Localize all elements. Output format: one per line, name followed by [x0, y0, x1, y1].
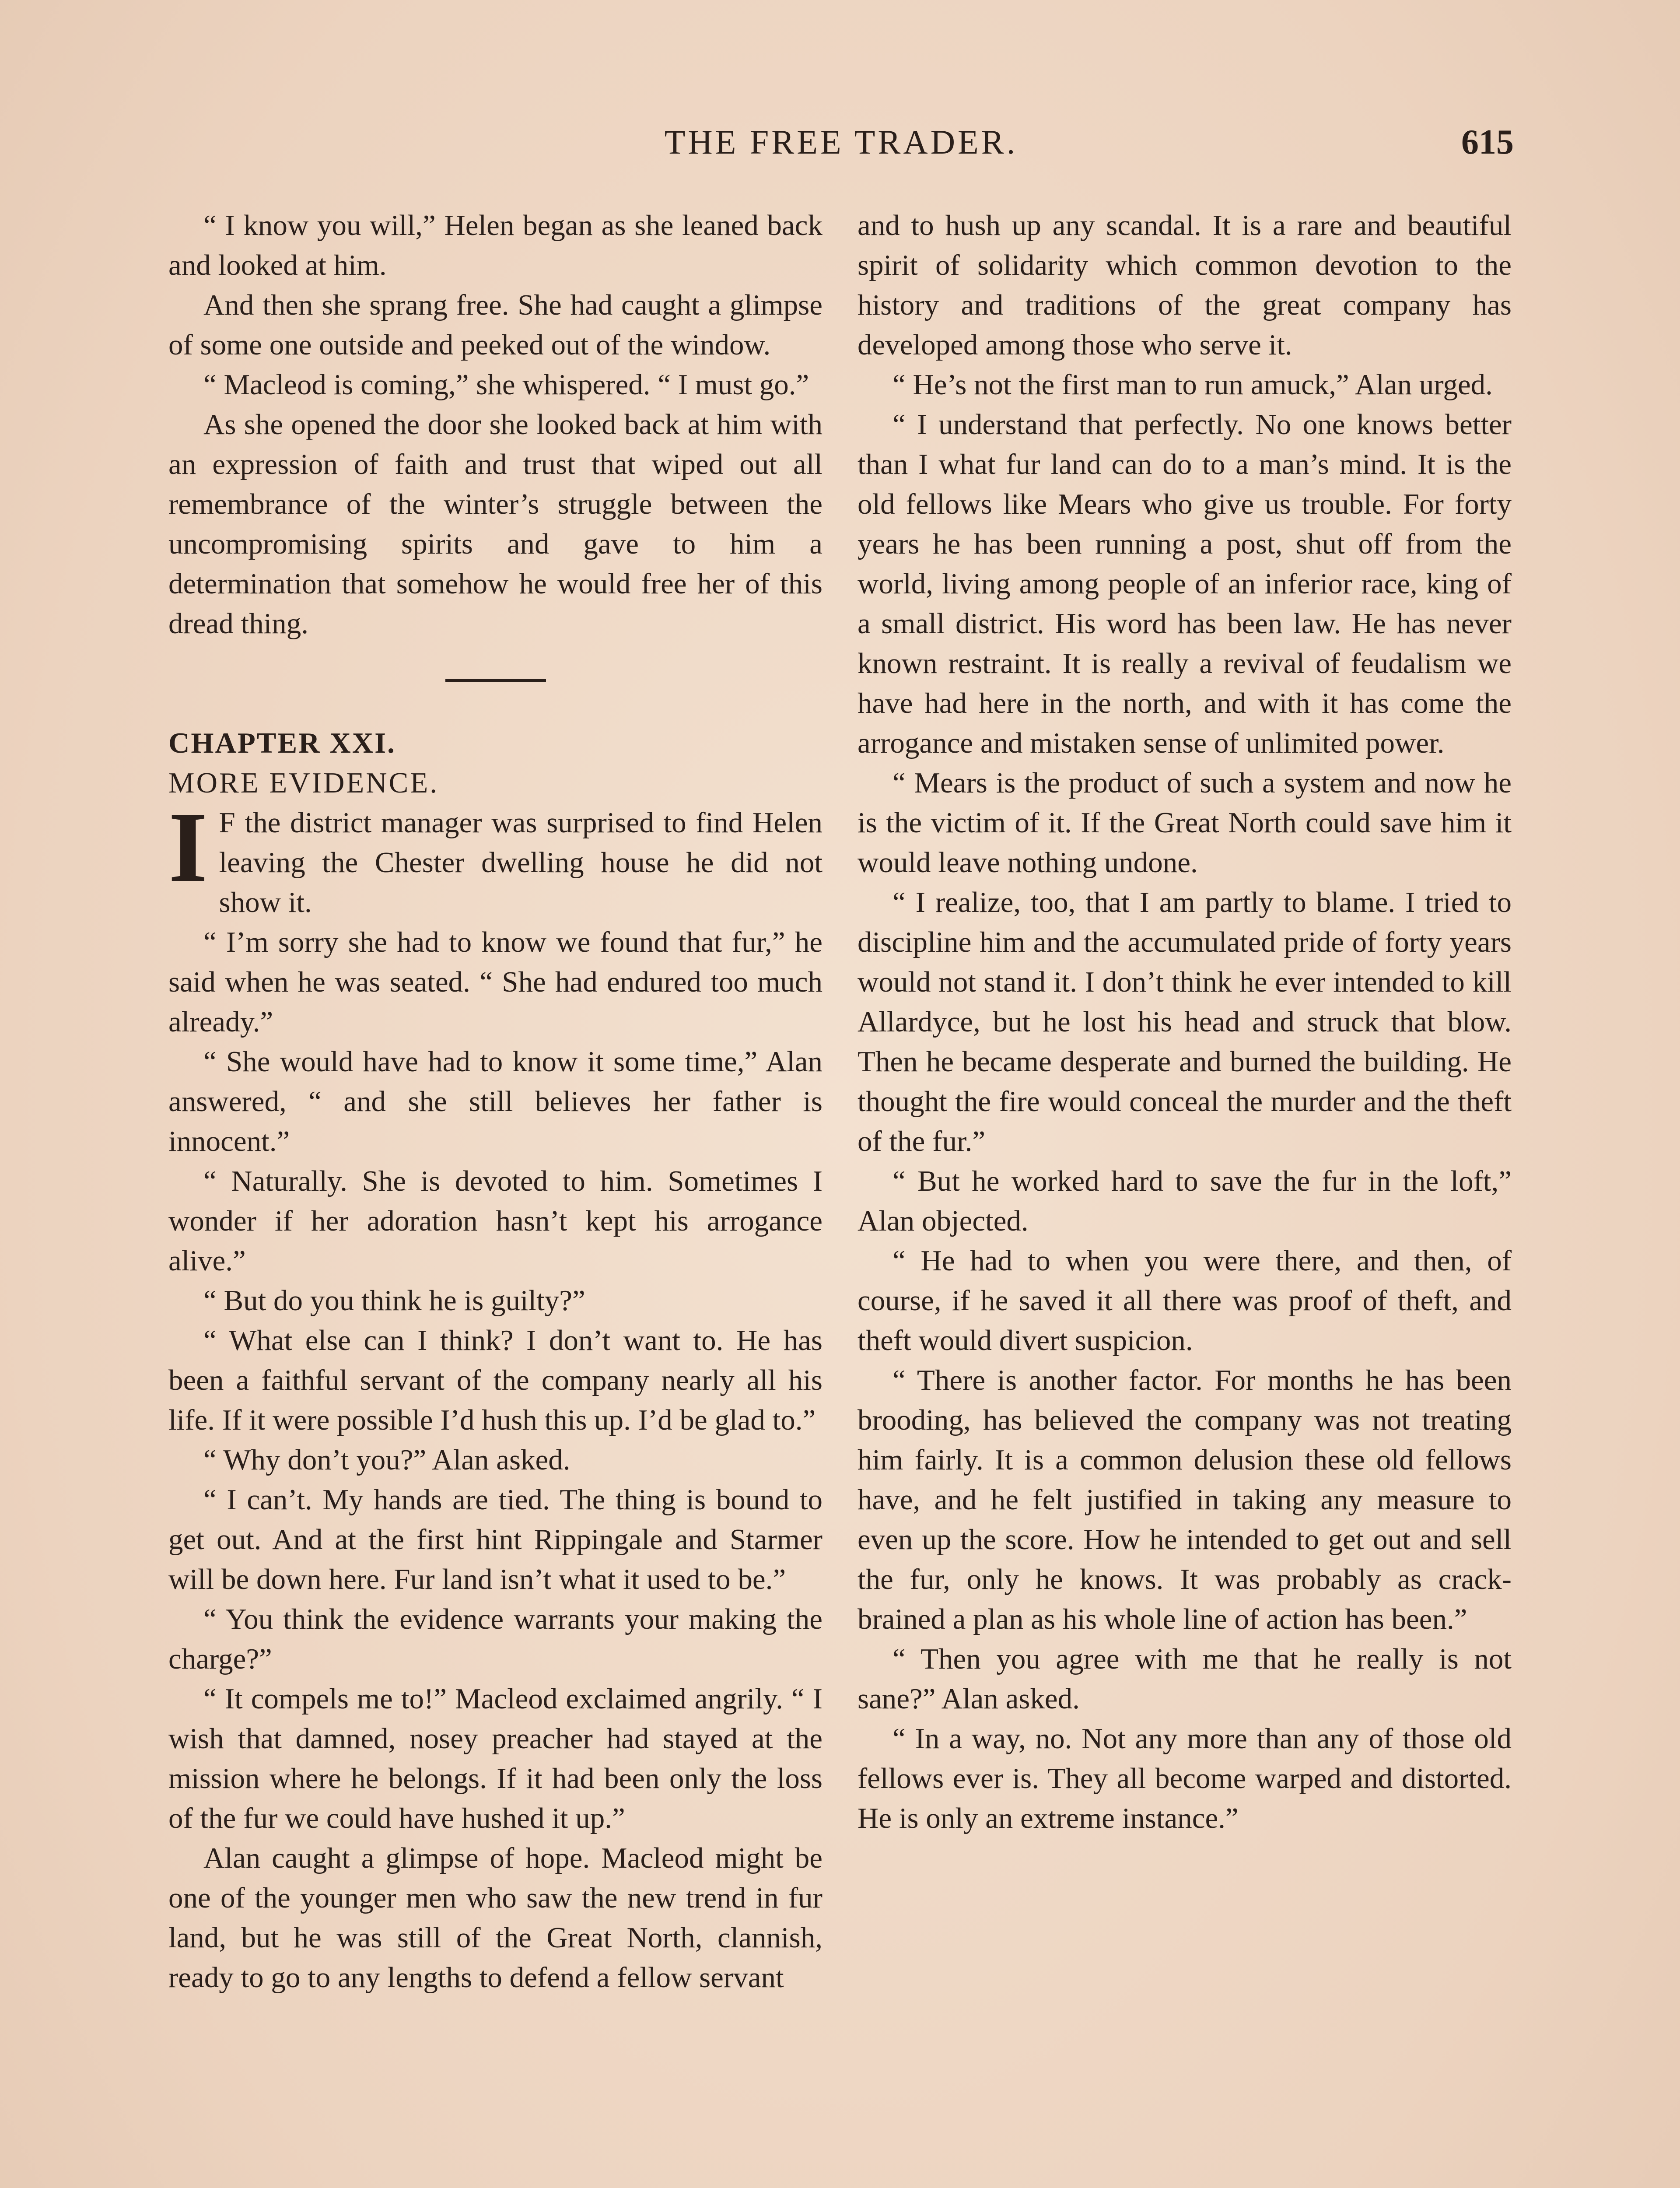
chapter-subtitle: MORE EVIDENCE. — [168, 767, 439, 799]
paragraph: “ I realize, too, that I am partly to blame. I tried to discipline him and the accumulated pride of forty years would not stand it. I don’t think he ever intended to kill Allardyce, but he lost his head and struck that blow. Then he became desperate and burned the building. He thought the fire would conceal the murder and the theft of the fur.” — [858, 886, 1512, 1157]
opening-text: F the district manager was surprised to find Helen leaving the Chester dwelling house he did not show it. — [219, 806, 822, 919]
paragraph: “ I understand that perfectly. No one knows better than I what fur land can do to a man’s mind. It is the old fellows like Mears who give us trouble. For forty years he has been running a post, shut off from the world, living among people of an inferior race, king of a small district. His word has been law. He has never known restraint. It is really a revival of feudalism we have had here in the north, and with it has come the arrogance and mistaken sense of unlimited power. — [858, 408, 1512, 759]
paragraph: “ He’s not the first man to run amuck,” Alan urged. — [892, 368, 1493, 401]
paragraph: “ I know you will,” Helen began as she leaned back and looked at him. — [168, 209, 822, 281]
paragraph: “ He had to when you were there, and then, of course, if he saved it all there was proof of theft, and theft would divert suspicion. — [858, 1245, 1512, 1357]
paragraph: “ But he worked hard to save the fur in the loft,” Alan objected. — [858, 1165, 1512, 1237]
paragraph: “ Then you agree with me that he really is not sane?” Alan asked. — [858, 1643, 1512, 1715]
paragraph: “ Mears is the product of such a system and now he is the victim of it. If the Great North could save him it would leave nothing undone. — [858, 767, 1512, 879]
left-column — [168, 206, 822, 2188]
chapter-title: CHAPTER XXI. — [168, 727, 396, 759]
running-title: THE FREE TRADER. — [664, 123, 1018, 161]
paragraph: “ She would have had to know it some time,” Alan answered, “ and she still believes her father is innocent.” — [168, 1045, 822, 1157]
paragraph: “ What else can I think? I don’t want to. He has been a faithful servant of the company nearly all his life. If it were possible I’d hush this up. I’d be glad to.” — [168, 1324, 822, 1436]
paragraph: “ It compels me to!” Macleod exclaimed angrily. “ I wish that damned, nosey preacher had stayed at the mission where he belongs. If it had been only the loss of the fur we could have hushed it up.” — [168, 1683, 822, 1834]
chapter-opening-paragraph — [168, 791, 822, 922]
paragraph: “ You think the evidence warrants your making the charge?” — [168, 1603, 822, 1675]
paragraph: As she opened the door she looked back at him with an expression of faith and trust that wiped out all remembrance of the winter’s struggle between the uncompromising spirits and gave to him a determination that somehow he would free her of this dread thing. — [168, 408, 822, 640]
paragraph: “ I can’t. My hands are tied. The thing is bound to get out. And at the first hint Rippingale and Starmer will be down here. Fur land isn’t what it used to be.” — [168, 1483, 822, 1595]
continued-paragraph: and to hush up any scandal. It is a rare and beautiful spirit of solidarity which common devotion to the history and traditions of the great company has developed among those who serve it. — [858, 209, 1512, 361]
paragraph: And then she sprang free. She had caught a glimpse of some one outside and peeked out of the window. — [168, 289, 822, 361]
page-number: 615 — [1461, 123, 1514, 161]
right-column — [858, 206, 1512, 2188]
paragraph: “ There is another factor. For months he has been brooding, has believed the company was not treating him fairly. It is a common delusion these old fellows have, and he felt justified in taking any measure to even up the score. How he intended to get out and sell the fur, only he knows. It was probably as crack-brained a plan as his whole line of action has been.” — [858, 1364, 1512, 1635]
paragraph: “ In a way, no. Not any more than any of those old fellows ever is. They all become warped and distorted. He is only an extreme instance.” — [858, 1722, 1512, 1834]
section-divider — [445, 679, 546, 682]
paragraph: Alan caught a glimpse of hope. Macleod might be one of the younger men who saw the new trend in fur land, but he was still of the Great North, clannish, ready to go to any lengths to defend a fellow servant — [168, 1842, 822, 1994]
paragraph: “ Macleod is coming,” she whispered. “ I must go.” — [203, 368, 809, 401]
paragraph: “ But do you think he is guilty?” — [203, 1284, 585, 1317]
drop-cap: I — [168, 791, 208, 903]
page-header — [168, 118, 1514, 166]
paragraph: “ I’m sorry she had to know we found that fur,” he said when he was seated. “ She had endured too much already.” — [168, 926, 822, 1038]
paragraph: “ Why don’t you?” Alan asked. — [203, 1444, 570, 1476]
paragraph: “ Naturally. She is devoted to him. Sometimes I wonder if her adoration hasn’t kept his arrogance alive.” — [168, 1165, 822, 1277]
